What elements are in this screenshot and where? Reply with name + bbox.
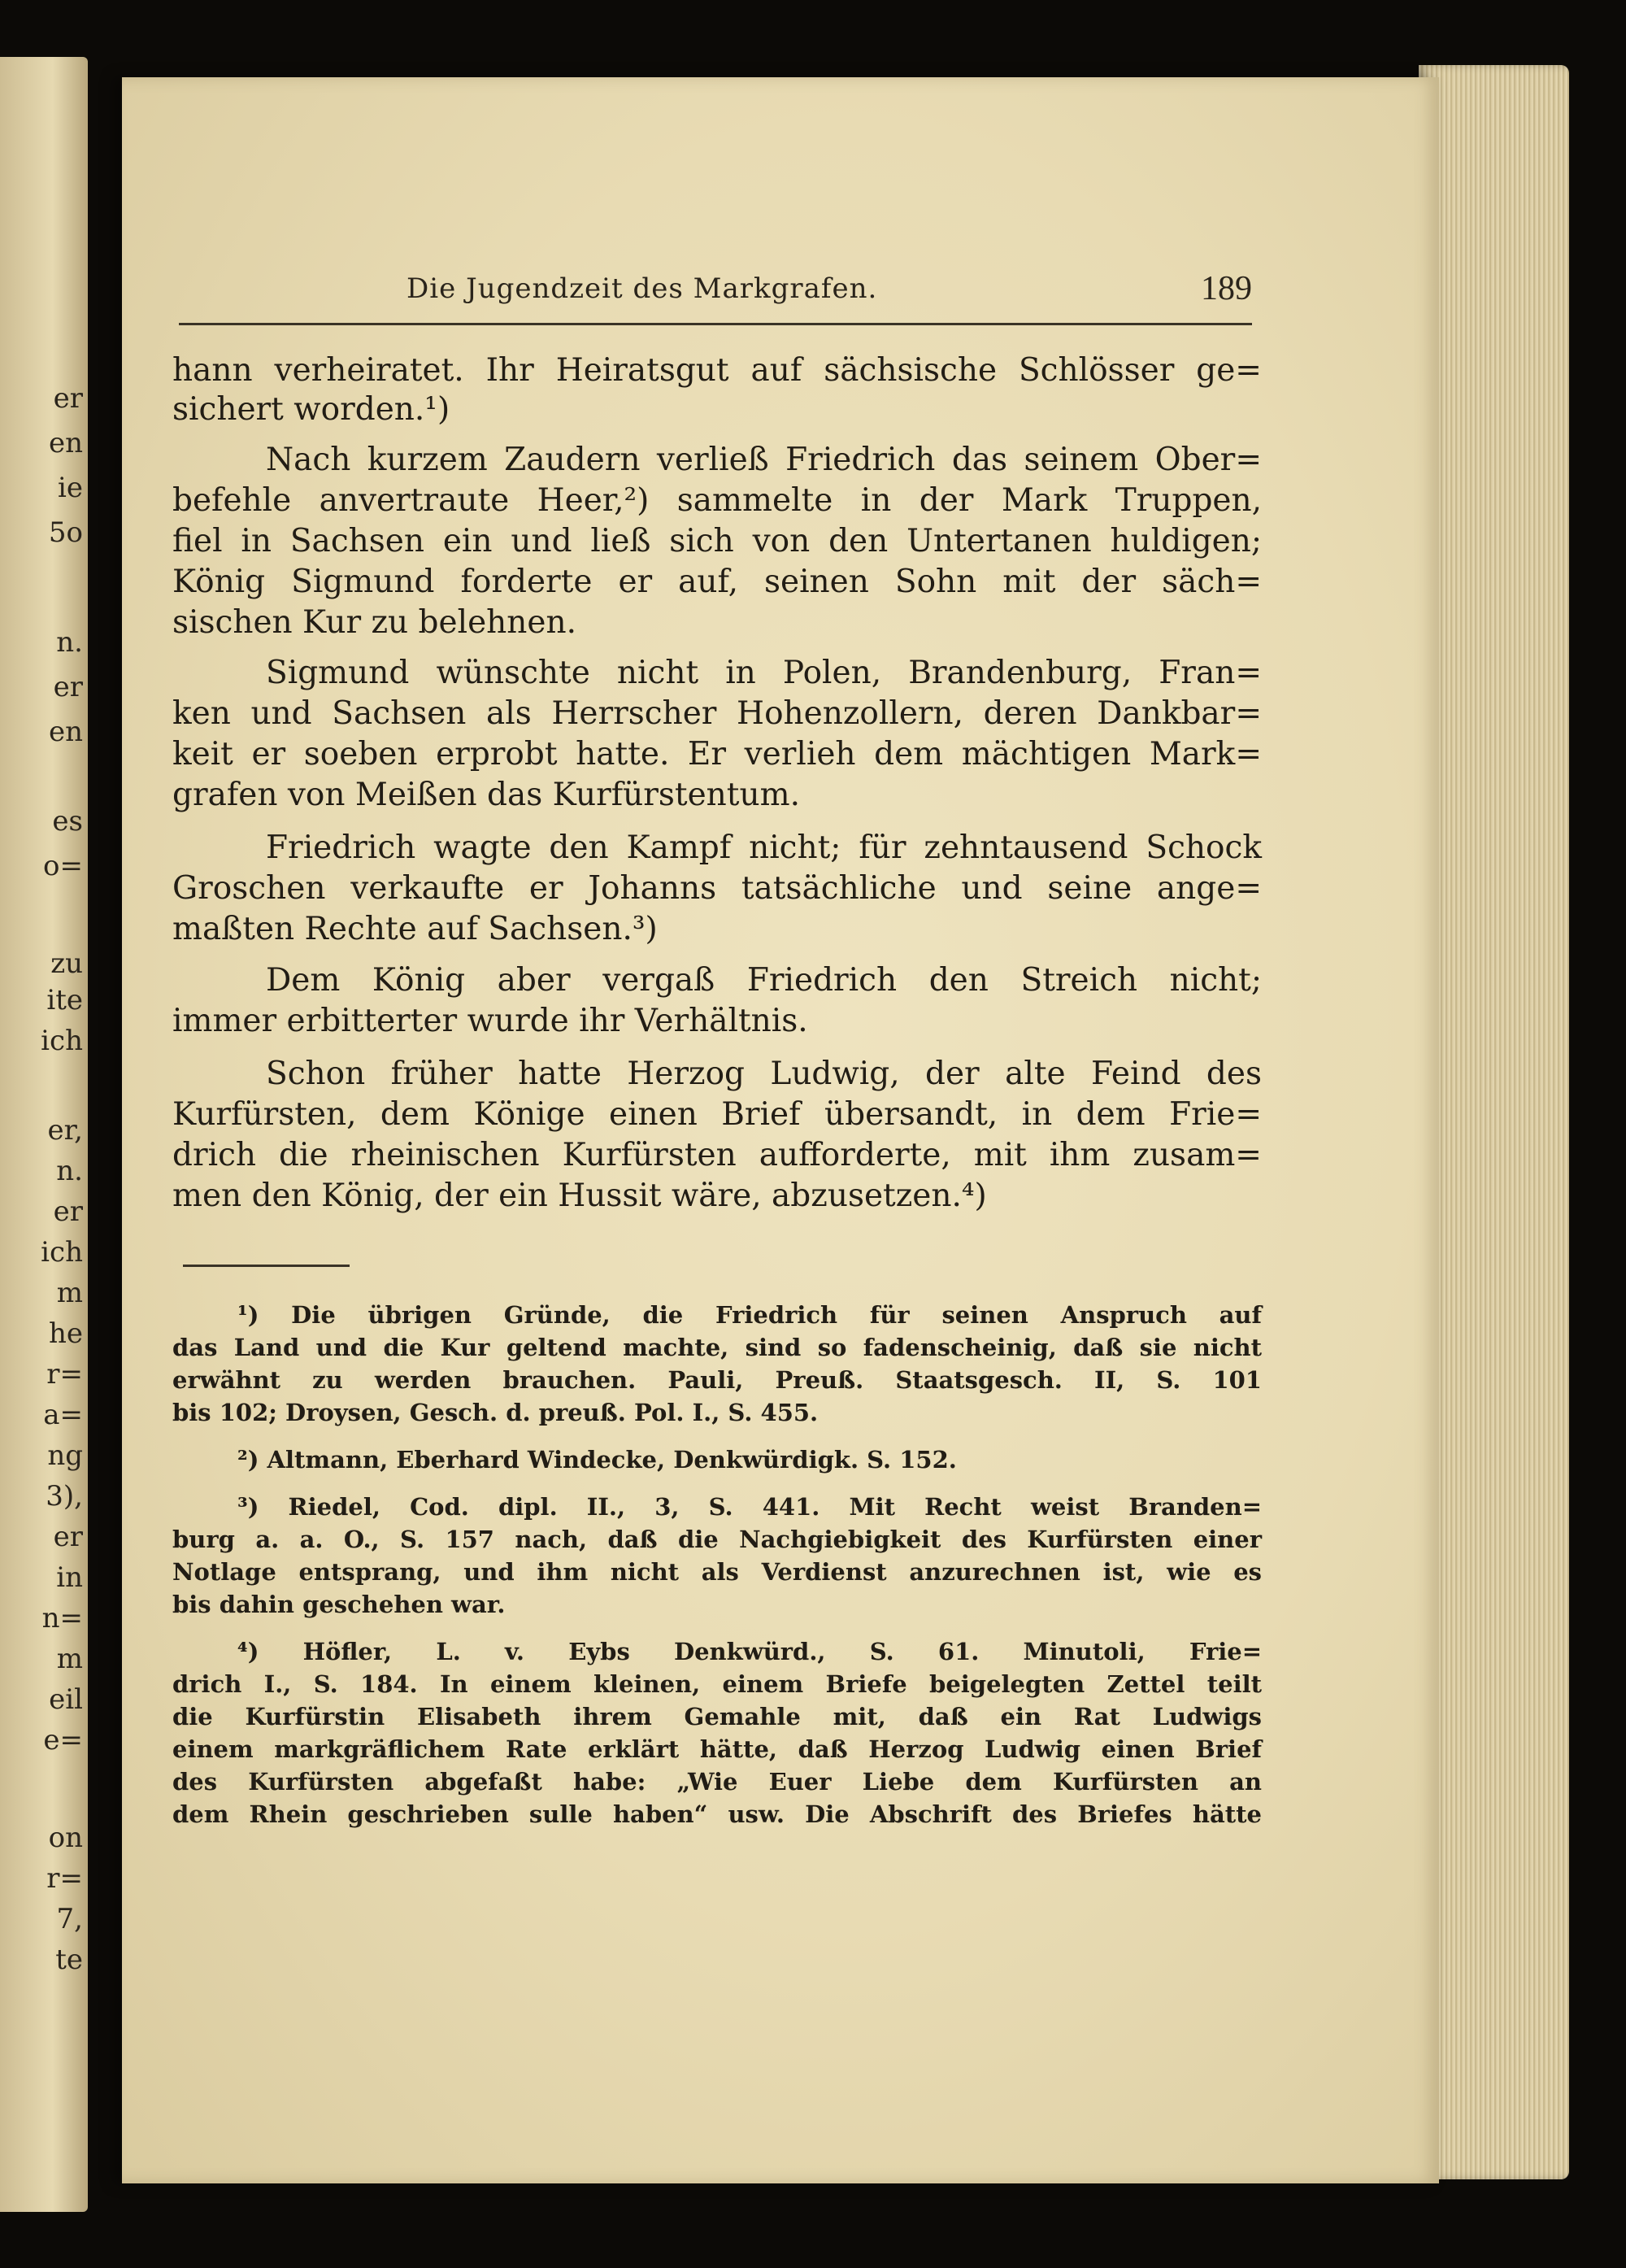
text-line: sichert worden.¹) — [172, 391, 450, 428]
footnote-line: einem markgräflichem Rate erklärt hätte, daß Herzog Ludwig einen Brief — [172, 1735, 1262, 1763]
book-page-edges — [1419, 65, 1569, 2179]
footnote-line: dem Rhein geschrieben sulle haben“ usw. Die Abschrift des Briefes hätte — [172, 1800, 1262, 1828]
footnote-line: burg a. a. O., S. 157 nach, daß die Nachgiebigkeit des Kurfürsten einer — [172, 1526, 1262, 1553]
text-line: Groschen verkaufte er Johanns tatsächliche und seine ange= — [172, 870, 1262, 907]
footnote-line: ³) Riedel, Cod. dipl. II., 3, S. 441. Mit Recht weist Branden= — [237, 1493, 1262, 1521]
text-line: men den König, der ein Hussit wäre, abzusetzen.⁴) — [172, 1178, 987, 1214]
text-line: hann verheiratet. Ihr Heiratsgut auf sächsische Schlösser ge= — [172, 352, 1262, 389]
footnote-line: erwähnt zu werden brauchen. Pauli, Preuß. Staatsgesch. II, S. 101 — [172, 1366, 1262, 1394]
footnote-line: bis 102; Droysen, Gesch. d. preuß. Pol. I., S. 455. — [172, 1399, 819, 1426]
text-line: sischen Kur zu belehnen. — [172, 604, 576, 641]
text-line: König Sigmund forderte er auf, seinen Sohn mit der säch= — [172, 564, 1262, 600]
running-header — [179, 266, 1252, 325]
previous-page-edge: er en ie 5o n. er en es o= zu ite ich er, n. er ich m he r= a= ng 3), er in n= m eil e= on r= 7, te — [0, 57, 88, 2212]
text-line: Sigmund wünschte nicht in Polen, Brandenburg, Fran= — [266, 655, 1262, 691]
text-line: maßten Rechte auf Sachsen.³) — [172, 911, 658, 947]
footnote-line: das Land und die Kur geltend machte, sind so fadenscheinig, daß sie nicht — [172, 1334, 1262, 1361]
running-title: Die Jugendzeit des Markgrafen. — [406, 272, 878, 305]
text-line: fiel in Sachsen ein und ließ sich von den Untertanen huldigen; — [172, 523, 1262, 559]
footnote-line: des Kurfürsten abgefaßt habe: „Wie Euer Liebe dem Kurfürsten an — [172, 1768, 1262, 1796]
text-line: Kurfürsten, dem Könige einen Brief übersandt, in dem Frie= — [172, 1096, 1262, 1133]
footnote-line: bis dahin geschehen war. — [172, 1591, 506, 1618]
text-line: befehle anvertraute Heer,²) sammelte in der Mark Truppen, — [172, 482, 1262, 519]
page-number: 189 — [1201, 270, 1252, 307]
text-line: Schon früher hatte Herzog Ludwig, der alte Feind des — [266, 1056, 1262, 1092]
text-line: Friedrich wagte den Kampf nicht; für zehntausend Schock — [266, 829, 1262, 866]
text-line: ken und Sachsen als Herrscher Hohenzollern, deren Dankbar= — [172, 695, 1262, 732]
text-line: grafen von Meißen das Kurfürstentum. — [172, 777, 800, 813]
footnote-line: ⁴) Höfler, L. v. Eybs Denkwürd., S. 61. Minutoli, Frie= — [237, 1638, 1262, 1665]
text-line: keit er soeben erprobt hatte. Er verlieh dem mächtigen Mark= — [172, 736, 1262, 773]
footnote-line: Notlage entsprang, und ihm nicht als Verdienst anzurechnen ist, wie es — [172, 1558, 1262, 1586]
footnote-line: die Kurfürstin Elisabeth ihrem Gemahle mit, daß ein Rat Ludwigs — [172, 1703, 1262, 1730]
book-page — [122, 77, 1439, 2183]
footnote-line: ²) Altmann, Eberhard Windecke, Denkwürdigk. S. 152. — [237, 1446, 957, 1474]
footnote-line: ¹) Die übrigen Gründe, die Friedrich für seinen Anspruch auf — [237, 1301, 1262, 1329]
text-line: drich die rheinischen Kurfürsten aufforderte, mit ihm zusam= — [172, 1137, 1262, 1173]
text-line: Dem König aber vergaß Friedrich den Streich nicht; — [266, 962, 1262, 999]
text-line: immer erbitterter wurde ihr Verhältnis. — [172, 1003, 808, 1039]
footnote-line: drich I., S. 184. In einem kleinen, einem Briefe beigelegten Zettel teilt — [172, 1670, 1262, 1698]
footnote-separator — [183, 1265, 350, 1267]
text-line: Nach kurzem Zaudern verließ Friedrich das seinem Ober= — [266, 442, 1262, 478]
